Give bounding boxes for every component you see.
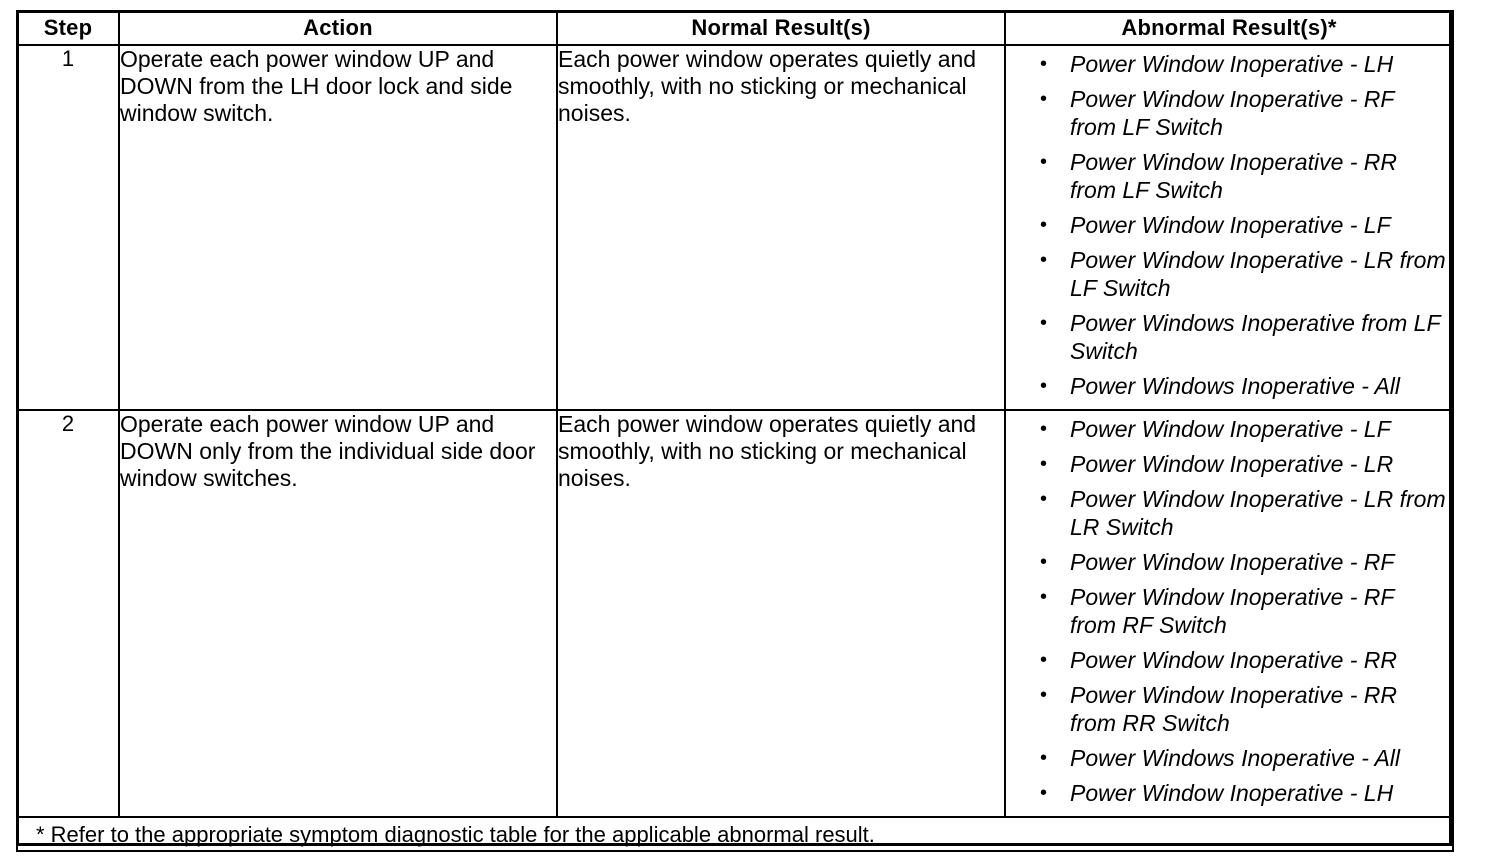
abnormal-result-text: Power Window Inoperative - RF — [1070, 549, 1395, 575]
abnormal-result-text: Power Window Inoperative - RR — [1070, 647, 1398, 673]
abnormal-result-text: Power Window Inoperative - RF from RF Switch — [1070, 584, 1395, 638]
bullet-icon: • — [1040, 214, 1048, 236]
header-normal-results: Normal Result(s) — [557, 11, 1005, 45]
abnormal-result-text: Power Window Inoperative - LR — [1070, 451, 1394, 477]
abnormal-result-text: Power Window Inoperative - LH — [1070, 51, 1394, 77]
abnormal-result-text: Power Windows Inoperative from LF Switch — [1070, 310, 1441, 364]
abnormal-result-item — [1040, 309, 1446, 365]
abnormal-result-text: Power Window Inoperative - RR from LF Switch — [1070, 149, 1398, 203]
header-row — [17, 11, 1453, 45]
abnormal-result-item — [1040, 415, 1446, 443]
bullet-icon: • — [1040, 88, 1048, 110]
step-number: 1 — [17, 45, 119, 410]
abnormal-result-item — [1040, 211, 1446, 239]
abnormal-results-cell — [1005, 410, 1453, 817]
bullet-icon: • — [1040, 375, 1048, 397]
abnormal-result-text: Power Windows Inoperative - All — [1070, 745, 1401, 771]
bullet-icon: • — [1040, 453, 1048, 475]
abnormal-result-item — [1040, 148, 1446, 204]
action-text: Operate each power window UP and DOWN from the LH door lock and side window switch. — [119, 45, 557, 410]
abnormal-result-text: Power Window Inoperative - LR from LF Switch — [1070, 247, 1446, 301]
diagnostic-table — [16, 10, 1454, 852]
abnormal-result-text: Power Window Inoperative - LH — [1070, 780, 1394, 806]
abnormal-result-item — [1040, 583, 1446, 639]
step-number: 2 — [17, 410, 119, 817]
bullet-icon: • — [1040, 53, 1048, 75]
abnormal-result-item — [1040, 779, 1446, 807]
abnormal-results-list — [1006, 46, 1452, 409]
footnote: * Refer to the appropriate symptom diagnostic table for the applicable abnormal result. — [17, 817, 1453, 851]
abnormal-result-item — [1040, 646, 1446, 674]
abnormal-result-text: Power Window Inoperative - RF from LF Switch — [1070, 86, 1395, 140]
abnormal-result-text: Power Window Inoperative - LF — [1070, 416, 1391, 442]
abnormal-result-item — [1040, 681, 1446, 737]
bullet-icon: • — [1040, 586, 1048, 608]
bullet-icon: • — [1040, 551, 1048, 573]
bullet-icon: • — [1040, 249, 1048, 271]
abnormal-result-text: Power Windows Inoperative - All — [1070, 373, 1401, 399]
header-abnormal-results: Abnormal Result(s)* — [1005, 11, 1453, 45]
table-row — [17, 410, 1453, 817]
abnormal-result-item — [1040, 548, 1446, 576]
bullet-icon: • — [1040, 684, 1048, 706]
abnormal-result-item — [1040, 85, 1446, 141]
abnormal-results-list — [1006, 411, 1452, 816]
abnormal-result-item — [1040, 744, 1446, 772]
bullet-icon: • — [1040, 649, 1048, 671]
normal-result-text: Each power window operates quietly and smoothly, with no sticking or mechanical noises. — [557, 410, 1005, 817]
abnormal-result-item — [1040, 372, 1446, 400]
abnormal-result-item — [1040, 50, 1446, 78]
bullet-icon: • — [1040, 488, 1048, 510]
bullet-icon: • — [1040, 418, 1048, 440]
abnormal-result-item — [1040, 246, 1446, 302]
bullet-icon: • — [1040, 312, 1048, 334]
abnormal-result-text: Power Window Inoperative - LF — [1070, 212, 1391, 238]
footnote-row — [17, 817, 1453, 851]
abnormal-result-text: Power Window Inoperative - RR from RR Switch — [1070, 682, 1398, 736]
bullet-icon: • — [1040, 782, 1048, 804]
abnormal-results-cell — [1005, 45, 1453, 410]
action-text: Operate each power window UP and DOWN only from the individual side door window switches. — [119, 410, 557, 817]
normal-result-text: Each power window operates quietly and smoothly, with no sticking or mechanical noises. — [557, 45, 1005, 410]
header-action: Action — [119, 11, 557, 45]
abnormal-result-text: Power Window Inoperative - LR from LR Switch — [1070, 486, 1446, 540]
table-row — [17, 45, 1453, 410]
abnormal-result-item — [1040, 485, 1446, 541]
bullet-icon: • — [1040, 747, 1048, 769]
header-step: Step — [17, 11, 119, 45]
bullet-icon: • — [1040, 151, 1048, 173]
abnormal-result-item — [1040, 450, 1446, 478]
